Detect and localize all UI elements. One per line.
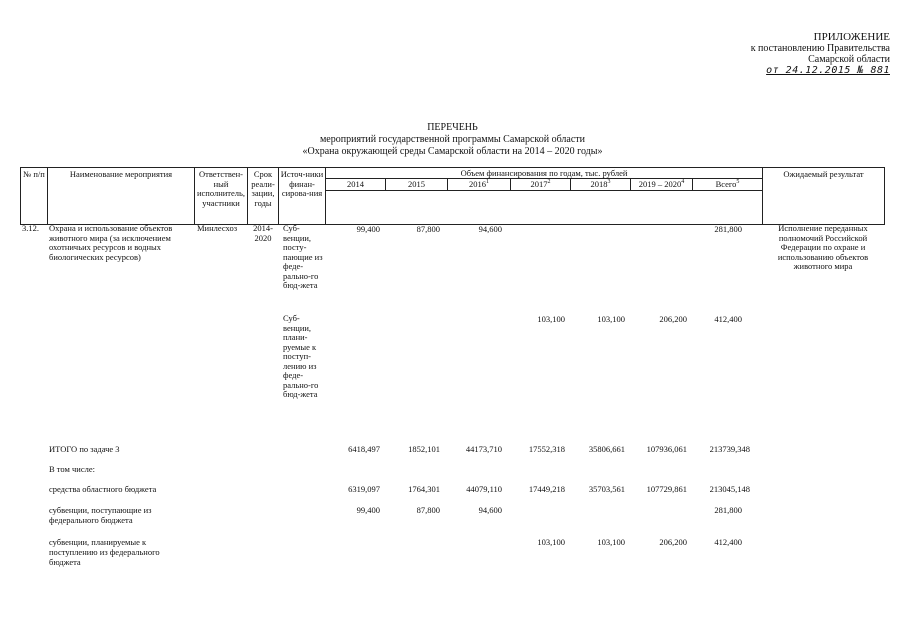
itogo-2017: 17552,318: [528, 444, 565, 454]
subv-plan-total: 412,400: [714, 537, 742, 547]
row-source-2: Суб-венции, плани-руемые к поступ-лению из феде-рально-го бюд-жета: [283, 313, 319, 399]
row-result: Исполнение переданных полномочий Российской Федерации по охране и использованию объектов животного мира: [777, 223, 869, 271]
itogo-2014: 6418,497: [348, 444, 380, 454]
subv-in-2014: 99,400: [356, 505, 380, 515]
appendix-block: [690, 32, 890, 76]
subv-plan-2018: 103,100: [597, 537, 625, 547]
r1-2016: 94,600: [478, 224, 502, 234]
r1-2014: 99,400: [356, 224, 380, 234]
subv-plan-2019-2020: 206,200: [659, 537, 687, 547]
title-line1: ПЕРЕЧЕНЬ: [427, 122, 478, 133]
itogo-total: 213739,348: [709, 444, 750, 454]
subv-in-2016: 94,600: [478, 505, 502, 515]
subv-in-label: субвенции, поступающие из федерального бюджета: [49, 505, 152, 525]
row-num: 3.12.: [22, 223, 39, 233]
regional-2015: 1764,301: [408, 484, 440, 494]
row-term: 2014-2020: [253, 223, 273, 243]
r1-2015: 87,800: [416, 224, 440, 234]
row-executor: Минлесхоз: [197, 223, 238, 233]
header-name: Наименование мероприятия: [69, 169, 173, 179]
title-line3: «Охрана окружающей среды Самарской области на 2014 – 2020 годы»: [302, 146, 603, 157]
subv-plan-2017: 103,100: [537, 537, 565, 547]
appendix-line1: к постановлению Правительства: [750, 43, 890, 54]
row-source-1: Суб-венции, посту-пающие из феде-рально-го бюд-жета: [283, 223, 323, 290]
appendix-decree-number: от 24.12.2015 № 881: [766, 65, 890, 76]
row-name: Охрана и использование объектов животного мира (за исключением охотничьих ресурсов и водных биологических ресурсов): [49, 223, 173, 262]
appendix-line2: Самарской области: [808, 54, 890, 65]
r2-total: 412,400: [714, 314, 742, 324]
regional-2017: 17449,218: [528, 484, 565, 494]
r2-2017: 103,100: [537, 314, 565, 324]
itogo-2018: 35806,661: [588, 444, 625, 454]
itogo-2016: 44173,710: [465, 444, 502, 454]
header-source: Источ-ники финан-сирова-ния: [280, 169, 324, 198]
appendix-title: ПРИЛОЖЕНИЕ: [813, 31, 890, 43]
header-year-2019-2020: 2019 – 2020$^4$: [638, 179, 685, 189]
r1-total: 281,800: [714, 224, 742, 234]
header-year-2015: 2015: [408, 179, 425, 189]
header-num: № п/п: [23, 169, 45, 179]
year-row-bottom: [325, 190, 762, 191]
title-line2: мероприятий государственной программы Самарской области: [319, 134, 586, 145]
regional-2019-2020: 107729,861: [646, 484, 687, 494]
itogo-label: ИТОГО по задаче 3: [49, 444, 120, 454]
header-funding: Объем финансирования по годам, тыс. рублей: [460, 168, 628, 178]
itogo-2019-2020: 107936,061: [646, 444, 687, 454]
regional-2016: 44079,110: [466, 484, 502, 494]
header-year-2017: 2017$^2$: [530, 179, 551, 189]
regional-total: 213045,148: [709, 484, 750, 494]
regional-2014: 6319,097: [348, 484, 380, 494]
regional-2018: 35703,561: [588, 484, 625, 494]
table-right-border: [884, 167, 885, 225]
r2-2019-2020: 206,200: [659, 314, 687, 324]
document-title: [0, 122, 905, 158]
header-result: Ожидаемый результат: [783, 169, 864, 179]
table-top-border: [20, 167, 884, 168]
header-executor: Ответствен-ный исполнитель, участники: [196, 169, 246, 208]
subv-in-total: 281,800: [714, 505, 742, 515]
header-year-2016: 2016$^1$: [469, 179, 489, 189]
regional-label: средства областного бюджета: [49, 484, 157, 494]
header-total: Всего$^5$: [715, 179, 740, 189]
r2-2018: 103,100: [597, 314, 625, 324]
subv-in-2015: 87,800: [416, 505, 440, 515]
incl-label: В том числе:: [49, 464, 95, 474]
header-year-2018: 2018$^3$: [590, 179, 611, 189]
header-term: Срок реали-зации, годы: [251, 169, 275, 208]
header-year-2014: 2014: [347, 179, 364, 189]
itogo-2015: 1852,101: [408, 444, 440, 454]
subv-plan-label: субвенции, планируемые к поступлению из федерального бюджета: [49, 537, 160, 567]
